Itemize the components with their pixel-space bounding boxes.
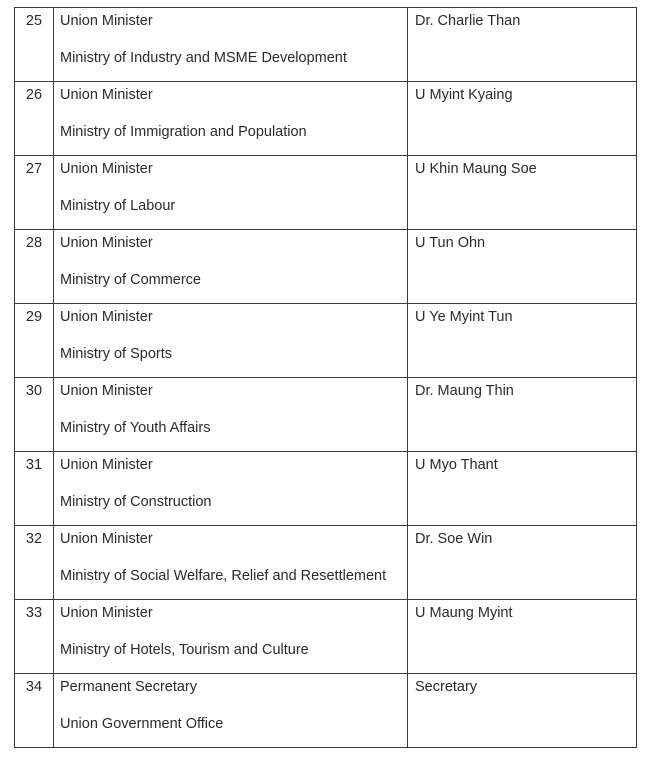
row-number-cell bbox=[15, 230, 54, 304]
position-title: Union Minister bbox=[60, 605, 153, 621]
holder-name: Secretary bbox=[415, 679, 478, 695]
position-title: Union Minister bbox=[60, 383, 153, 399]
table-row bbox=[15, 8, 637, 82]
ministry-name: Ministry of Industry and MSME Development bbox=[60, 50, 347, 66]
ministry-name: Ministry of Immigration and Population bbox=[60, 124, 307, 140]
table-row bbox=[15, 378, 637, 452]
position-title: Union Minister bbox=[60, 457, 153, 473]
position-cell bbox=[54, 230, 408, 304]
position-cell bbox=[54, 8, 408, 82]
table-row bbox=[15, 82, 637, 156]
position-cell bbox=[54, 304, 408, 378]
holder-cell bbox=[408, 82, 637, 156]
holder-name: Dr. Charlie Than bbox=[415, 13, 521, 29]
holder-cell bbox=[408, 230, 637, 304]
holder-name: Dr. Soe Win bbox=[415, 531, 493, 547]
ministry-name: Ministry of Labour bbox=[60, 198, 176, 214]
ministry-name: Ministry of Commerce bbox=[60, 272, 201, 288]
holder-cell bbox=[408, 600, 637, 674]
holder-name: U Tun Ohn bbox=[415, 235, 486, 251]
position-cell bbox=[54, 452, 408, 526]
appointments-table bbox=[14, 7, 637, 748]
row-number-cell bbox=[15, 156, 54, 230]
row-number-cell bbox=[15, 8, 54, 82]
table-row bbox=[15, 600, 637, 674]
holder-cell bbox=[408, 156, 637, 230]
table-row bbox=[15, 526, 637, 600]
holder-cell bbox=[408, 452, 637, 526]
ministry-name: Ministry of Social Welfare, Relief and Resettlement bbox=[60, 568, 387, 584]
row-number: 25 bbox=[25, 13, 43, 29]
row-number: 28 bbox=[25, 235, 43, 251]
row-number: 32 bbox=[25, 531, 43, 547]
ministry-name: Union Government Office bbox=[60, 716, 224, 732]
position-cell bbox=[54, 82, 408, 156]
holder-name: U Maung Myint bbox=[415, 605, 513, 621]
holder-cell bbox=[408, 526, 637, 600]
position-cell bbox=[54, 526, 408, 600]
holder-cell bbox=[408, 304, 637, 378]
position-cell bbox=[54, 156, 408, 230]
holder-cell bbox=[408, 8, 637, 82]
holder-name: U Myo Thant bbox=[415, 457, 498, 473]
row-number-cell bbox=[15, 600, 54, 674]
row-number-cell bbox=[15, 526, 54, 600]
row-number-cell bbox=[15, 674, 54, 748]
holder-cell bbox=[408, 378, 637, 452]
holder-name: U Myint Kyaing bbox=[415, 87, 513, 103]
row-number: 30 bbox=[25, 383, 43, 399]
position-title: Union Minister bbox=[60, 13, 153, 29]
position-title: Union Minister bbox=[60, 235, 153, 251]
row-number-cell bbox=[15, 304, 54, 378]
position-title: Union Minister bbox=[60, 309, 153, 325]
table-row bbox=[15, 304, 637, 378]
table-body bbox=[15, 8, 637, 748]
table-row bbox=[15, 156, 637, 230]
row-number-cell bbox=[15, 452, 54, 526]
holder-name: Dr. Maung Thin bbox=[415, 383, 514, 399]
ministry-name: Ministry of Youth Affairs bbox=[60, 420, 211, 436]
position-title: Permanent Secretary bbox=[60, 679, 198, 695]
row-number: 27 bbox=[25, 161, 43, 177]
row-number: 31 bbox=[25, 457, 43, 473]
position-cell bbox=[54, 600, 408, 674]
position-cell bbox=[54, 378, 408, 452]
holder-cell bbox=[408, 674, 637, 748]
holder-name: U Ye Myint Tun bbox=[415, 309, 513, 325]
table-row bbox=[15, 674, 637, 748]
row-number: 34 bbox=[25, 679, 43, 695]
row-number-cell bbox=[15, 82, 54, 156]
table-row bbox=[15, 230, 637, 304]
ministry-name: Ministry of Hotels, Tourism and Culture bbox=[60, 642, 309, 658]
ministry-name: Ministry of Construction bbox=[60, 494, 212, 510]
table-row bbox=[15, 452, 637, 526]
row-number: 33 bbox=[25, 605, 43, 621]
ministry-name: Ministry of Sports bbox=[60, 346, 172, 362]
row-number: 26 bbox=[25, 87, 43, 103]
position-title: Union Minister bbox=[60, 161, 153, 177]
row-number-cell bbox=[15, 378, 54, 452]
position-title: Union Minister bbox=[60, 531, 153, 547]
position-cell bbox=[54, 674, 408, 748]
row-number: 29 bbox=[25, 309, 43, 325]
holder-name: U Khin Maung Soe bbox=[415, 161, 537, 177]
position-title: Union Minister bbox=[60, 87, 153, 103]
